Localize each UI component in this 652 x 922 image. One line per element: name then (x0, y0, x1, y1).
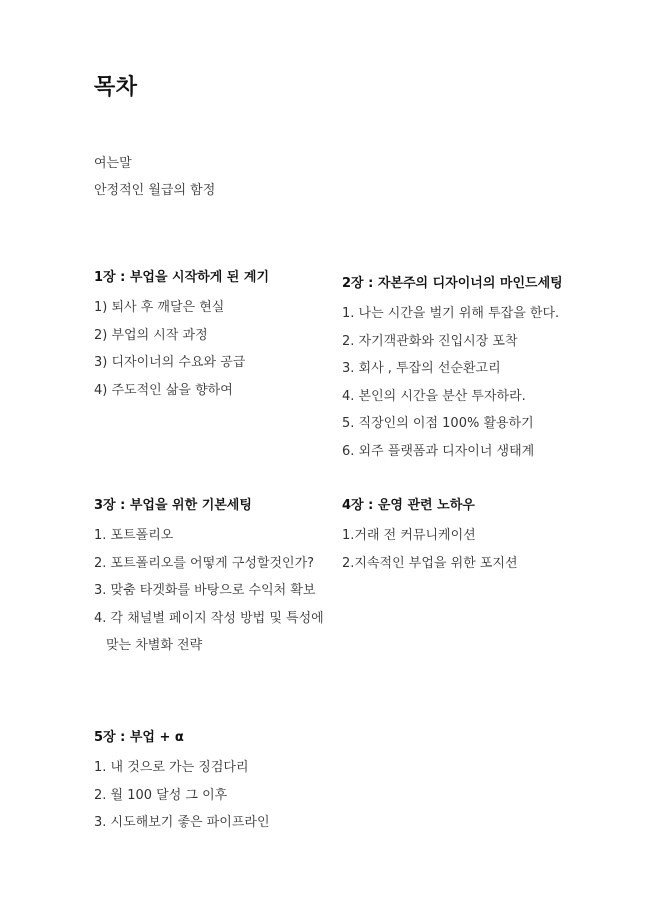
toc-item: 6. 외주 플랫폼과 디자이너 생태계 (342, 443, 535, 459)
chapter-2-title: 2장 : 자본주의 디자이너의 마인드세팅 (342, 276, 563, 291)
toc-item: 1. 나는 시간을 벌기 위해 투잡을 한다. (342, 306, 560, 321)
toc-item: 2.지속적인 부업을 위한 포지션 (342, 555, 518, 571)
toc-item: 2) 부업의 시작 과정 (94, 327, 208, 343)
intro-item-opening: 여는말 (94, 156, 132, 171)
page-title: 목차 (94, 75, 138, 100)
toc-item: 2. 포트폴리오를 어떻게 구성할것인가? (94, 555, 315, 571)
toc-item: 4) 주도적인 삶을 향하여 (94, 382, 233, 398)
toc-item: 1) 퇴사 후 깨달은 현실 (94, 300, 225, 315)
toc-item-continuation: 맞는 차별화 전략 (106, 638, 203, 653)
toc-item: 5. 직장인의 이점 100% 활용하기 (342, 416, 534, 431)
chapter-1-title: 1장 : 부업을 시작하게 된 계기 (94, 270, 270, 285)
chapter-2 (342, 272, 563, 465)
toc-item: 3. 맞춤 타겟화를 바탕으로 수익처 확보 (94, 583, 316, 598)
chapter-5-title: 5장 : 부업 + α (94, 730, 184, 745)
toc-item: 2. 자기객관화와 진입시장 포착 (342, 333, 518, 349)
chapter-1 (94, 266, 269, 404)
chapter-3-title: 3장 : 부업을 위한 기본세팅 (94, 498, 252, 513)
chapter-5-list (94, 754, 270, 837)
toc-item: 1. 포트폴리오 (94, 528, 174, 543)
toc-item: 3) 디자이너의 수요와 공급 (94, 355, 246, 370)
toc-item: 3. 회사 , 투잡의 선순환고리 (342, 361, 501, 376)
toc-item: 4. 본인의 시간을 분산 투자하라. (342, 388, 526, 404)
chapter-3 (94, 494, 324, 660)
toc-item: 4. 각 채널별 페이지 작성 방법 및 특성에 (94, 610, 324, 626)
chapter-2-list (342, 300, 563, 465)
intro-section (94, 150, 394, 204)
intro-item-salary-trap: 안정적인 월급의 함정 (94, 183, 216, 198)
chapter-5 (94, 726, 270, 837)
chapter-3-list (94, 522, 324, 660)
toc-item: 1. 내 것으로 가는 징검다리 (94, 760, 249, 775)
chapter-1-list (94, 294, 269, 404)
chapter-4-list (342, 522, 518, 577)
toc-item: 1.거래 전 커뮤니케이션 (342, 528, 476, 543)
toc-item: 2. 월 100 달성 그 이후 (94, 787, 228, 803)
chapter-4 (342, 494, 518, 577)
toc-item: 3. 시도해보기 좋은 파이프라인 (94, 815, 270, 830)
chapter-4-title: 4장 : 운영 관련 노하우 (342, 498, 475, 513)
